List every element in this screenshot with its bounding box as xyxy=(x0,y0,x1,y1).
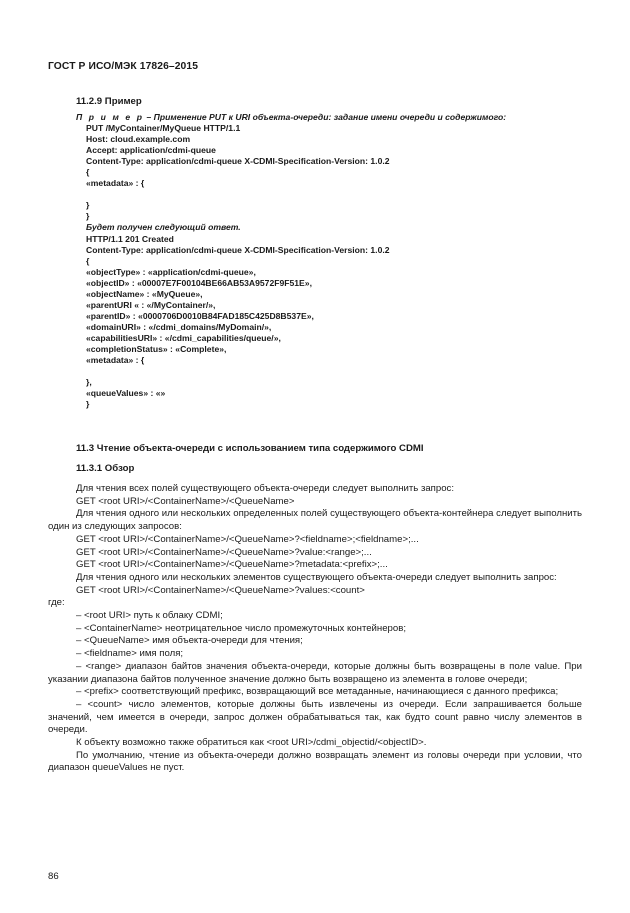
code-line: { xyxy=(86,255,90,266)
request-line: GET <root URI>/<ContainerName>/<QueueName>?values:<count> xyxy=(76,584,365,596)
definition-item: – <ContainerName> неотрицательное число промежуточных контейнеров; xyxy=(76,622,406,634)
paragraph: К объекту возможно также обратиться как <root URI>/cdmi_objectid/<objectID>. xyxy=(76,737,427,749)
request-line: GET <root URI>/<ContainerName>/<QueueName>?value:<range>;... xyxy=(76,546,372,558)
code-line: «objectID» : «00007E7F00104BE66AB53A9572F9F51E», xyxy=(86,277,312,288)
example-block xyxy=(76,112,506,410)
code-line: { xyxy=(86,167,90,178)
code-line: Host: cloud.example.com xyxy=(86,134,191,145)
code-line: Accept: application/cdmi-queue xyxy=(86,145,216,156)
paragraph: По умолчанию, чтение из объекта-очереди должно возвращать элемент из головы очереди при условии, что диапазон queueValues не пуст. xyxy=(48,749,582,774)
code-line: «capabilitiesURI» : «/cdmi_capabilities/queue/», xyxy=(86,332,281,343)
page-number: 86 xyxy=(48,871,59,882)
definition-item: – <count> число элементов, которые должны быть извлечены из очереди. Если запрашивается больше значений, чем имеется в очереди, запрос должен обрабатываться так, как будто count равно числу элементов в очереди. xyxy=(48,698,582,736)
code-line: «metadata» : { xyxy=(86,355,145,366)
code-line: «parentURI « : «/MyContainer/», xyxy=(86,299,216,310)
code-line: «objectType» : «application/cdmi-queue», xyxy=(86,266,256,277)
code-line: } xyxy=(86,200,90,211)
paragraph: Для чтения одного или нескольких элементов существующего объекта-очереди следует выполнить запрос: xyxy=(76,571,557,583)
code-line: «metadata» : { xyxy=(86,178,145,189)
request-line: GET <root URI>/<ContainerName>/<QueueName>?<fieldname>;<fieldname>;... xyxy=(76,533,419,545)
definition-item: – <range> диапазон байтов значения объекта-очереди, которые должны быть возвращены в поле value. При указании диапазона байтов полученное значение должно быть возвращено из элемента в голове очереди; xyxy=(48,660,582,685)
request-line: GET <root URI>/<ContainerName>/<QueueName>?metadata:<prefix>;... xyxy=(76,559,388,571)
response-label: Будет получен следующий ответ. xyxy=(86,222,241,233)
section-heading-11-3-1: 11.3.1 Обзор xyxy=(76,463,135,474)
section-heading-11-3: 11.3 Чтение объекта-очереди с использованием типа содержимого CDMI xyxy=(76,443,424,454)
code-line: PUT /MyContainer/MyQueue HTTP/1.1 xyxy=(86,123,241,134)
overview-body xyxy=(48,483,582,775)
definition-item: – <root URI> путь к облаку CDMI; xyxy=(76,610,223,622)
code-line: «parentID» : «0000706D0010B84FAD185C425D8B537E», xyxy=(86,310,314,321)
example-label-prefix: П р и м е р xyxy=(76,112,145,122)
definition-item: – <prefix> соответствующий префикс, возвращающий все метаданные, начинающиеся с данного префикса; xyxy=(76,686,559,698)
code-line: HTTP/1.1 201 Created xyxy=(86,233,174,244)
code-line: «completionStatus» : «Complete», xyxy=(86,343,227,354)
code-line xyxy=(76,189,506,200)
code-line: Content-Type: application/cdmi-queue X-CDMI-Specification-Version: 1.0.2 xyxy=(86,244,390,255)
code-line: }, xyxy=(86,377,92,388)
example-label xyxy=(76,112,506,123)
code-line: } xyxy=(86,211,90,222)
paragraph: Для чтения всех полей существующего объекта-очереди следует выполнить запрос: xyxy=(76,483,455,494)
request-line: GET <root URI>/<ContainerName>/<QueueName> xyxy=(76,495,295,507)
code-line: } xyxy=(86,399,90,410)
document-header: ГОСТ Р ИСО/МЭК 17826–2015 xyxy=(48,61,199,72)
definition-item: – <fieldname> имя поля; xyxy=(76,648,184,660)
code-line: Content-Type: application/cdmi-queue X-CDMI-Specification-Version: 1.0.2 xyxy=(86,156,390,167)
where-label: где: xyxy=(48,597,65,609)
paragraph: Для чтения одного или нескольких определенных полей существующего объекта-контейнера следует выполнить один из следующих запросов: xyxy=(48,508,582,533)
example-label-text: – Применение PUT к URI объекта-очереди: задание имени очереди и содержимого: xyxy=(144,112,507,122)
code-line: «domainURI» : «/cdmi_domains/MyDomain/», xyxy=(86,321,272,332)
section-heading-11-2-9: 11.2.9 Пример xyxy=(76,96,142,107)
code-line: «queueValues» : «» xyxy=(86,388,166,399)
code-line xyxy=(76,366,506,377)
code-line: «objectName» : «MyQueue», xyxy=(86,288,203,299)
definition-item: – <QueueName> имя объекта-очереди для чтения; xyxy=(76,635,303,647)
